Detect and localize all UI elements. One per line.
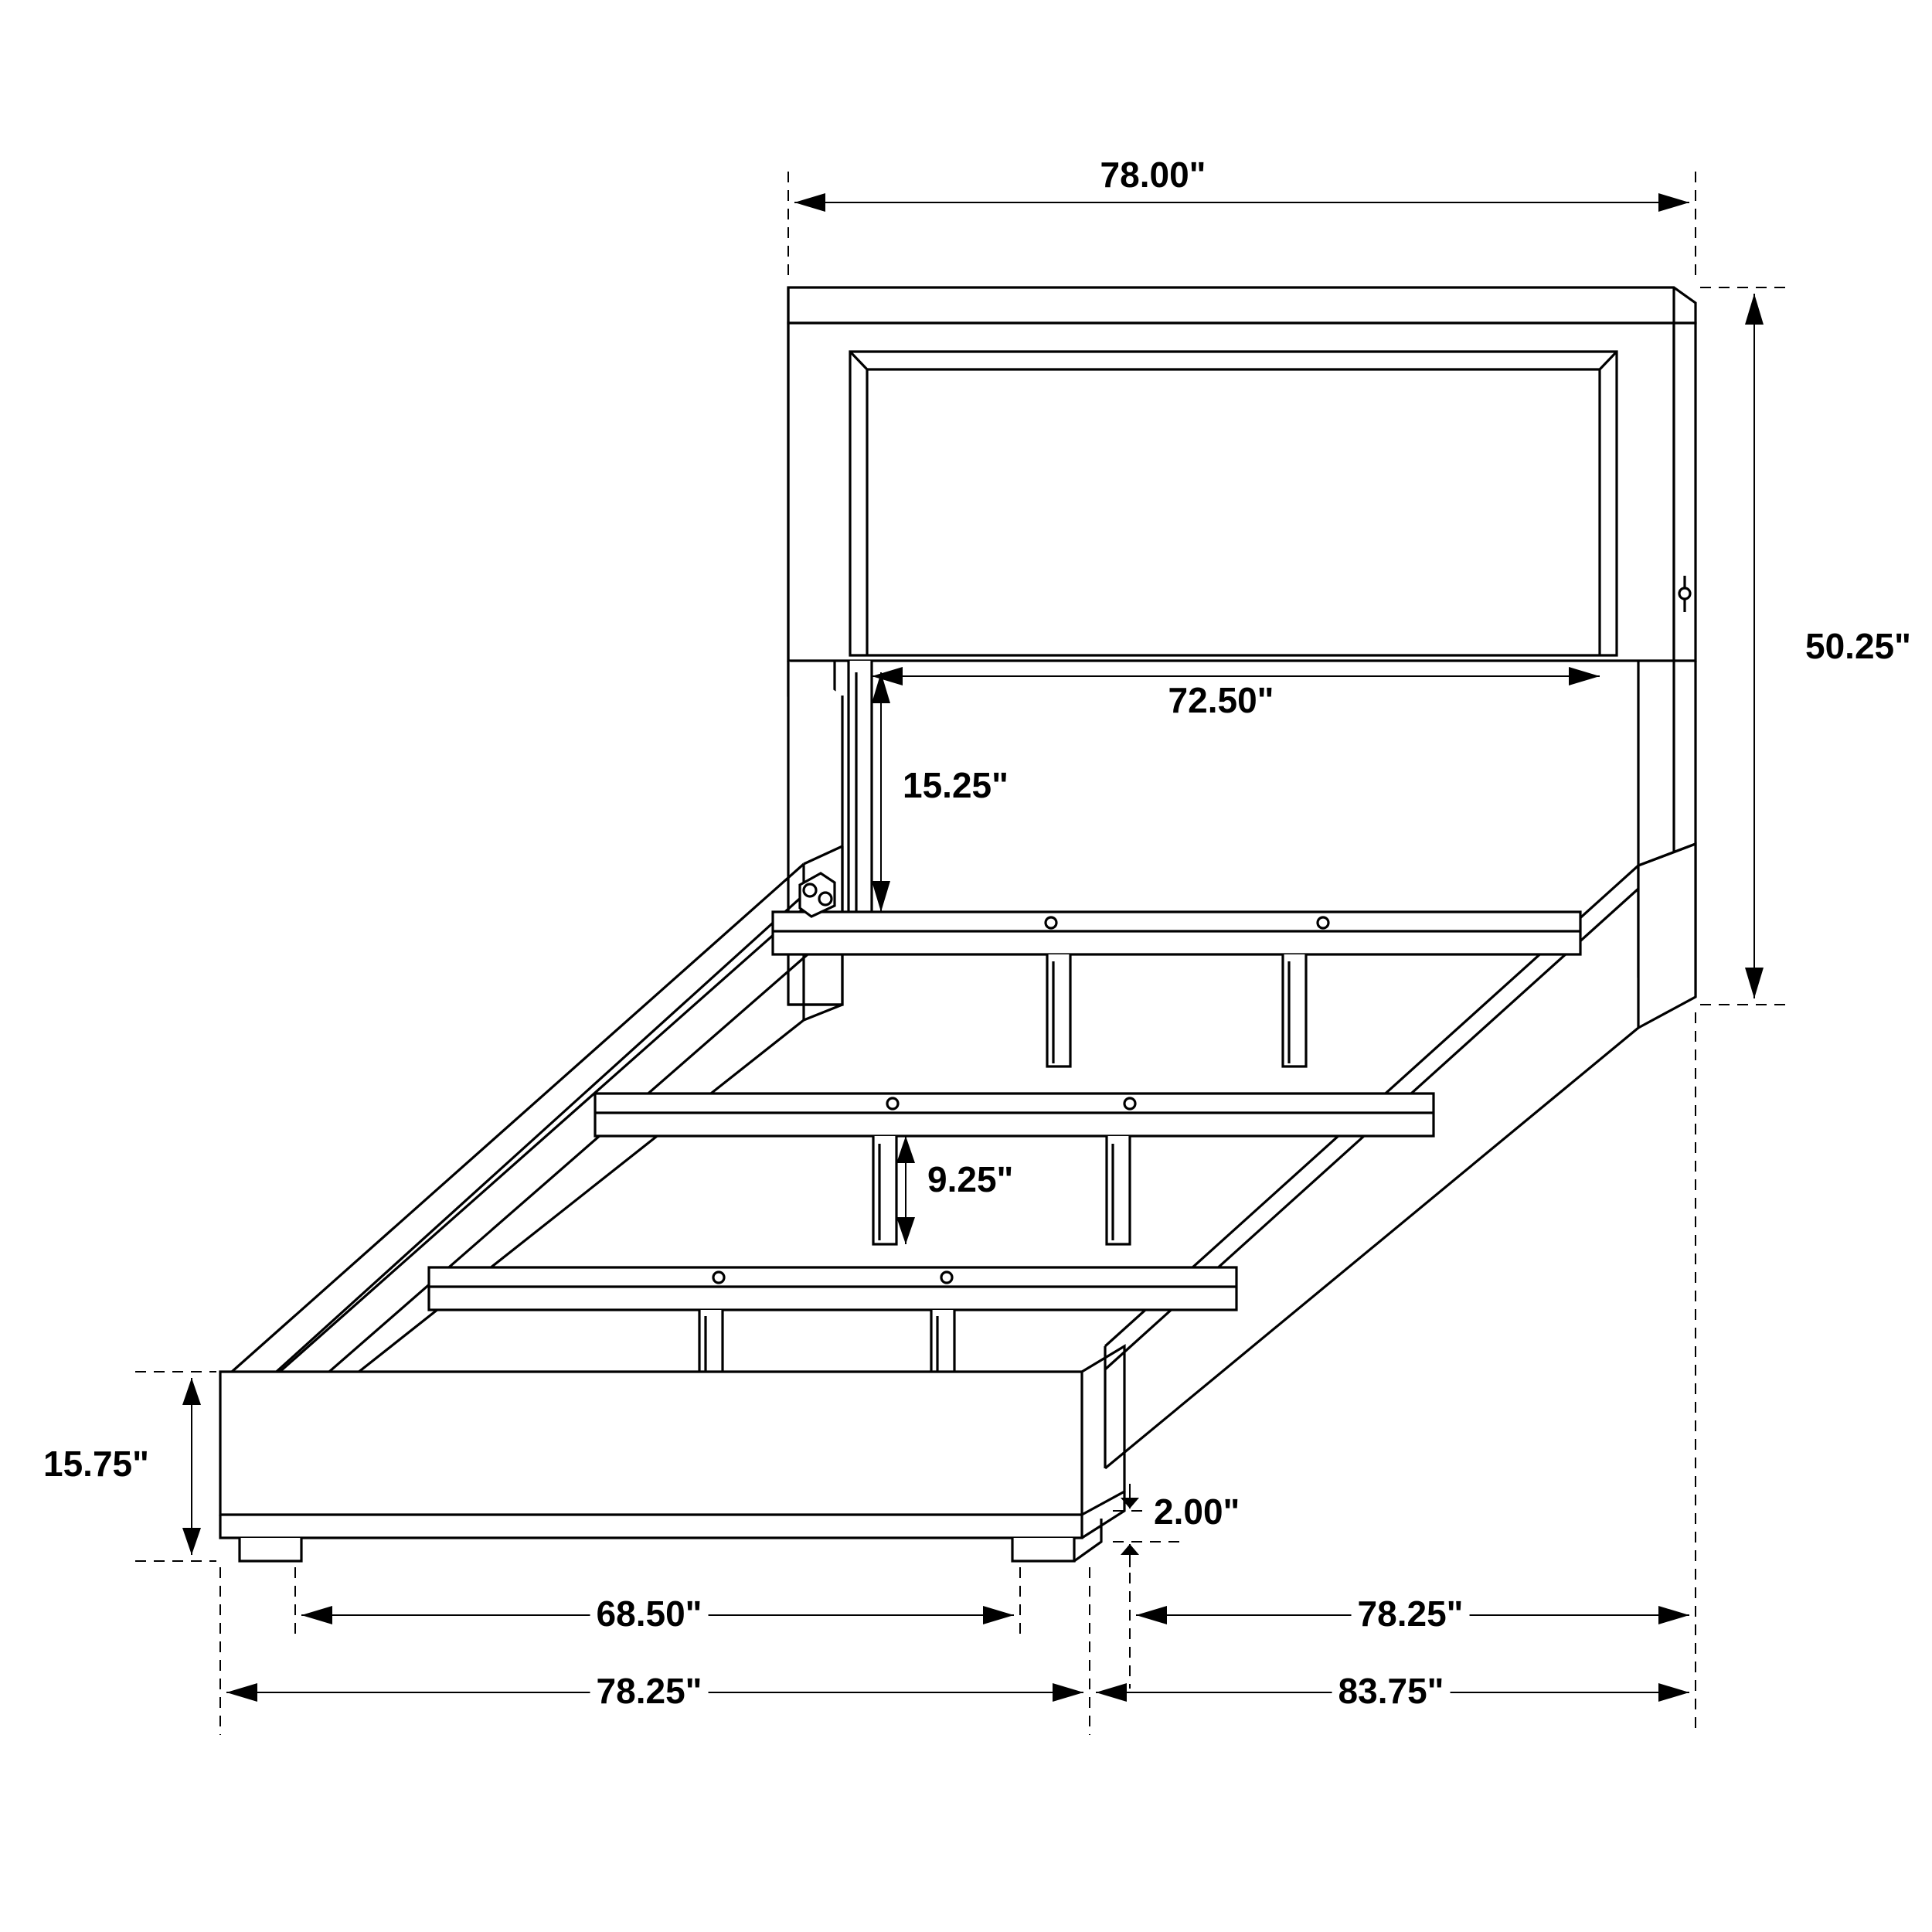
dimension-label-side-rail-length: 78.25"	[1352, 1594, 1470, 1634]
dimension-label-overall-width-top: 78.00"	[1094, 155, 1213, 195]
dimension-label-headboard-panel-width: 72.50"	[1162, 680, 1281, 720]
dimension-label-slat-leg-height: 9.25"	[921, 1159, 1019, 1199]
dimension-label-overall-depth: 83.75"	[1332, 1671, 1451, 1711]
dimension-label-mattress-width: 68.50"	[590, 1594, 709, 1634]
dimension-label-footboard-height: 15.75"	[37, 1444, 155, 1484]
dimension-label-overall-height-right: 50.25"	[1799, 626, 1917, 666]
dimension-label-headboard-clearance: 15.25"	[896, 765, 1015, 805]
dimension-label-footboard-width: 78.25"	[590, 1671, 709, 1711]
dimension-label-foot-clearance: 2.00"	[1148, 1492, 1246, 1532]
